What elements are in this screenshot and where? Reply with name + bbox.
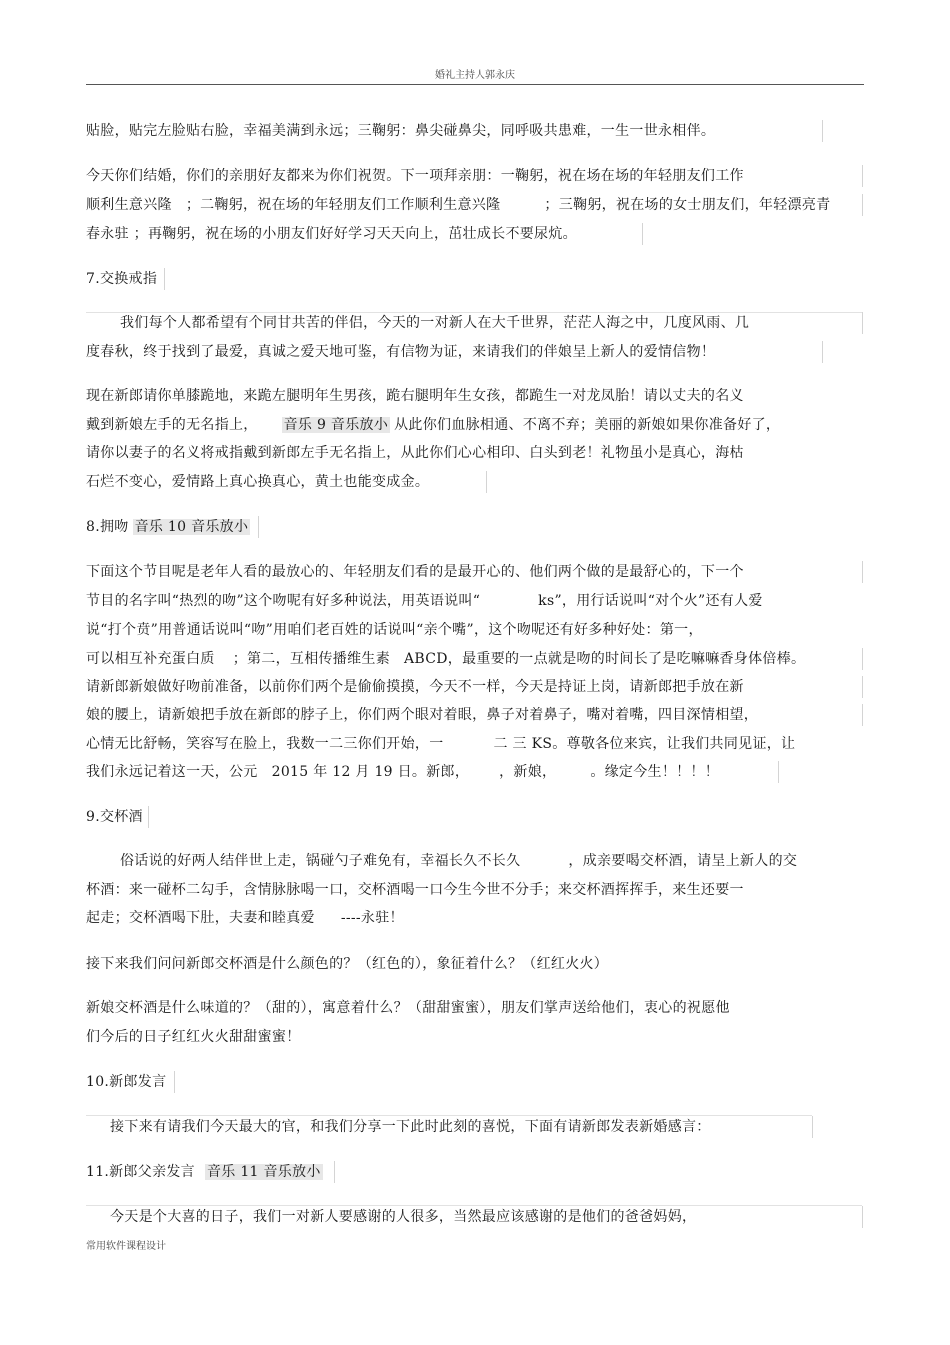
column-divider <box>862 1206 863 1228</box>
text-line: 春永驻 ；再鞠躬，祝在场的小朋友们好好学习天天向上，茁壮成长不要尿炕。 <box>86 226 577 242</box>
row-rule <box>86 1205 862 1206</box>
text-run: ABCD，最重要的一点就是吻的时间长了是吃嘛嘛香身体倍棒。 <box>404 651 806 667</box>
section-title: 11.新郎父亲发言 <box>86 1164 195 1180</box>
text-run: 我们永远记着这一天，公元 <box>86 764 258 780</box>
column-divider <box>258 516 259 538</box>
text-line: 请你以妻子的名义将戒指戴到新郎左手无名指上，从此你们心心相印、白头到老！礼物虽小是真心，海枯 <box>86 445 744 461</box>
header-rule <box>86 84 864 85</box>
text-run: 顺利生意兴隆 <box>86 197 172 213</box>
text-line <box>86 195 830 215</box>
column-divider <box>862 704 863 726</box>
text-line: 石烂不变心，爱情路上真心换真心，黄土也能变成金。 <box>86 474 430 490</box>
music-cue: 音乐 11 音乐放小 <box>206 1164 321 1180</box>
section-heading <box>86 1162 323 1182</box>
text-run: 2015 年 12 月 19 日。新郎， <box>271 764 470 780</box>
text-run: ks”，用行话说叫“对个火”还有人爱 <box>538 593 763 609</box>
text-run: ；第二，互相传播维生素 <box>232 651 391 667</box>
column-divider <box>862 165 863 187</box>
text-line: 度春秋，终于找到了最爱，真诚之爱天地可鉴，有信物为证，来请我们的伴娘呈上新人的爱情信物！ <box>86 344 716 360</box>
column-divider <box>148 806 149 828</box>
text-run: 俗话说的好两人结伴世上走，锅碰勺子难免有，幸福长久不长久 <box>120 853 521 869</box>
text-run: 节目的名字叫“热烈的吻”这个吻呢有好多种说法，用英语说叫“ <box>86 593 481 609</box>
page-footer: 常用软件课程设计 <box>86 1241 166 1252</box>
text-run: 二 三 KS。尊敬各位来宾，让我们共同见证，让 <box>493 736 796 752</box>
text-line <box>86 908 404 928</box>
column-divider <box>862 648 863 670</box>
text-run: 戴到新娘左手的无名指上， <box>86 417 258 433</box>
text-line <box>86 649 805 669</box>
text-line: 接下来有请我们今天最大的官，和我们分享一下此时此刻的喜悦，下面有请新郎发表新婚感言： <box>110 1119 711 1135</box>
text-line <box>86 415 780 435</box>
text-run: ；二鞠躬，祝在场的年轻朋友们工作顺利生意兴隆 <box>185 197 501 213</box>
column-divider <box>862 312 863 334</box>
column-divider <box>822 341 823 363</box>
text-line: 我们每个人都希望有个同甘共苦的伴侣，今天的一对新人在大千世界，茫茫人海之中，几度风雨、几 <box>120 315 750 331</box>
text-line: 新娘交杯酒是什么味道的？（甜的），寓意着什么？（甜甜蜜蜜），朋友们掌声送给他们，衷心的祝愿他 <box>86 1000 730 1016</box>
text-line: 们今后的日子红红火火甜甜蜜蜜！ <box>86 1029 301 1045</box>
text-run: 起走；交杯酒喝下肚，夫妻和睦真爱 <box>86 910 315 926</box>
section-heading: 9.交杯酒 <box>86 809 143 825</box>
section-heading: 10.新郎发言 <box>86 1074 167 1090</box>
section-heading: 7.交换戒指 <box>86 271 158 287</box>
text-line: 请新郎新娘做好吻前准备，以前你们两个是偷偷摸摸，今天不一样，今天是持证上岗，请新郎把手放在新 <box>86 679 744 695</box>
music-cue: 音乐 10 音乐放小 <box>134 519 249 535</box>
text-line: 杯酒：来一碰杯二勾手，含情脉脉喝一口，交杯酒喝一口今生今世不分手；来交杯酒挥挥手，来生还要一 <box>86 882 744 898</box>
text-run: 。缘定今生！！！！ <box>590 764 720 780</box>
text-run: ----永驻！ <box>340 910 404 926</box>
text-line: 今天是个大喜的日子，我们一对新人要感谢的人很多，当然最应该感谢的是他们的爸爸妈妈， <box>110 1209 697 1225</box>
text-line: 今天你们结婚，你们的亲朋好友都来为你们祝贺。下一项拜亲朋：一鞠躬，祝在场在场的年轻朋友们工作 <box>86 168 744 184</box>
column-divider <box>778 761 779 783</box>
text-run: ；三鞠躬，祝在场的女士朋友们，年轻漂亮青 <box>544 197 831 213</box>
text-line: 说“打个贲”用普通话说叫“吻”用咱们老百姓的话说叫“亲个嘴”，这个吻呢还有好多种好处：第一， <box>86 622 703 638</box>
section-title: 8.拥吻 <box>86 519 129 535</box>
text-line <box>86 762 719 782</box>
text-line: 下面这个节目呢是老年人看的最放心的、年轻朋友们看的是最开心的、他们两个做的是最舒心的，下一个 <box>86 564 744 580</box>
column-divider <box>174 1071 175 1093</box>
row-rule <box>86 1115 812 1116</box>
text-line <box>86 851 797 871</box>
text-run: 从此你们血脉相通、不离不弃；美丽的新娘如果你准备好了， <box>394 417 781 433</box>
column-divider <box>334 1161 335 1183</box>
text-run: ，新娘， <box>499 764 557 780</box>
column-divider <box>642 223 643 245</box>
column-divider <box>862 676 863 698</box>
text-line <box>86 734 795 754</box>
text-run: 心情无比舒畅，笑容写在脸上，我数一二三你们开始，一 <box>86 736 444 752</box>
text-line: 娘的腰上，请新娘把手放在新郎的脖子上，你们两个眼对着眼，鼻子对着鼻子，嘴对着嘴，四目深情相望， <box>86 707 759 723</box>
text-run: ，成亲要喝交杯酒，请呈上新人的交 <box>568 853 798 869</box>
page-header: 婚礼主持人郭永庆 <box>435 70 515 81</box>
column-divider <box>812 1116 813 1138</box>
music-cue: 音乐 9 音乐放小 <box>283 417 389 433</box>
section-heading <box>86 517 250 537</box>
text-line: 贴脸，贴完左脸贴右脸，幸福美满到永远；三鞠躬：鼻尖碰鼻尖，同呼吸共患难，一生一世永相伴。 <box>86 123 716 139</box>
column-divider <box>862 561 863 583</box>
column-divider <box>822 120 823 142</box>
text-run: 可以相互补充蛋白质 <box>86 651 215 667</box>
column-divider <box>486 471 487 493</box>
text-line: 接下来我们问问新郎交杯酒是什么颜色的？（红色的），象征着什么？（红红火火） <box>86 956 609 972</box>
column-divider <box>862 194 863 216</box>
column-divider <box>164 268 165 290</box>
text-line <box>86 591 763 611</box>
text-line: 现在新郎请你单膝跪地，来跪左腿明年生男孩，跪右腿明年生女孩，都跪生一对龙凤胎！请以丈夫的名义 <box>86 388 744 404</box>
